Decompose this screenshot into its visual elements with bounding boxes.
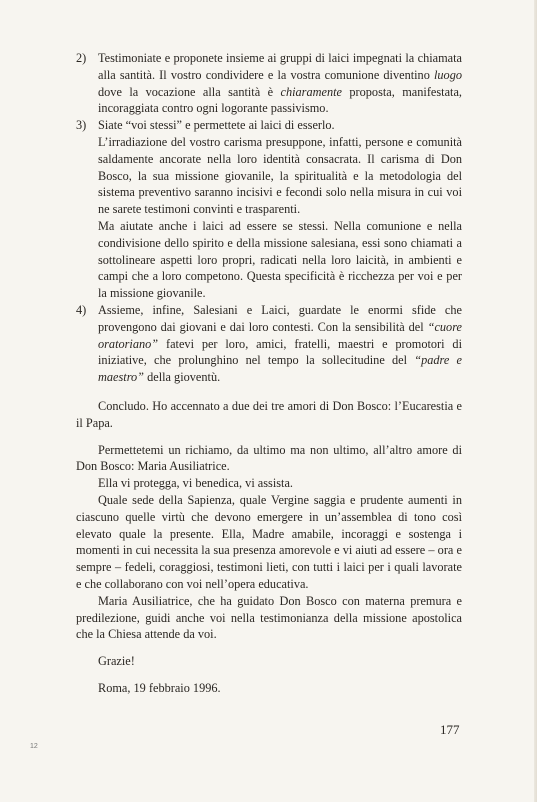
closing-paragraph: Permettetemi un richiamo, da ultimo ma non ultimo, all’altro amore di Don Bosco: Maria Ausiliatrice. — [76, 442, 462, 474]
list-item — [76, 302, 462, 386]
closing-paragraph: Ella vi protegga, vi benedica, vi assista. — [98, 476, 293, 491]
text-run: della gioventù. — [144, 370, 221, 385]
paragraph-spacer — [76, 386, 462, 398]
text-run: Assieme, infine, Salesiani e Laici, guardate le enormi sfide che provengono dai giovani e dai loro contesti. Con la sensibilità del — [98, 302, 462, 334]
closing-paragraph: Maria Ausiliatrice, che ha guidato Don Bosco con materna premura e predilezione, guidi anche voi nella testimonianza della missione apostolica che la Chiesa attende da voi. — [76, 593, 462, 642]
paragraph-spacer — [76, 432, 462, 442]
paragraph-spacer — [76, 643, 462, 653]
page-content — [76, 50, 462, 697]
text-run: proposta, manifestata, incoraggiata contro ogni logorante passivismo. — [98, 84, 462, 116]
italic-text: chiaramente — [280, 84, 342, 99]
list-item-paragraph — [98, 134, 462, 218]
text-run: Siate “voi stessi” e permettete ai laici di esserlo. — [98, 118, 335, 133]
closing-section — [76, 386, 462, 697]
text-run: dove la vocazione alla santità è — [98, 84, 281, 99]
list-item — [76, 50, 462, 117]
margin-mark: 12 — [30, 743, 38, 750]
list-item-paragraph — [98, 218, 462, 302]
numbered-list — [76, 50, 462, 386]
italic-text: “cuore oratoriano” — [98, 319, 462, 351]
list-item-number: 2) — [76, 51, 87, 65]
text-run: Ma aiutate anche i laici ad essere se stessi. Nella comunione e nella condivisione dello spirito e della missione salesiana, essi sono chiamati a sottolineare aspetti loro propri, radicati nella loro laicità, in ambienti e campi che a loro competono. Questa specificità è ricchezza per voi e per la missione giovanile. — [98, 218, 462, 301]
paragraph-spacer — [76, 670, 462, 680]
page-number: 177 — [440, 722, 460, 737]
closing-paragraph: Quale sede della Sapienza, quale Vergine saggia e prudente aumenti in ciascuno quelle virtù che devono emergere in un’assemblea di tono così elevato quale la presente. Ella, Madre amabile, incoraggi e sostenga i momenti in cui necessita la sua presenza amorevole e vi aiuti ad essere – ora e sempre – fedeli, coraggiosi, testimoni lieti, con tutti i laici per i quali lavorate e che collaborano con voi nell’opera educativa. — [76, 492, 462, 591]
list-item-number: 3) — [76, 118, 87, 133]
text-run: fatevi per loro, amici, fratelli, maestri e promotori di iniziative, che prolunghino nel tempo la sollecitudine del — [98, 336, 462, 368]
text-run: Testimoniate e proponete insieme ai gruppi di laici impegnati la chiamata alla santità. Il vostro condividere e la vostra comunione diventino — [98, 51, 462, 82]
list-item-paragraph — [98, 302, 462, 386]
text-run: L’irradiazione del vostro carisma presuppone, infatti, persone e comunità saldamente ancorate nella loro identità consacrata. Il carisma di Don Bosco, la sua missione giovanile, la spiritualità e la metodologia del sistema preventivo saranno incisivi e fecondi solo nella misura in cui voi ne sarete testimoni convinti e trasparenti. — [98, 134, 462, 217]
list-item-paragraph — [98, 50, 462, 117]
closing-paragraph: Concludo. Ho accennato a due dei tre amori di Don Bosco: l’Eucarestia e il Papa. — [76, 398, 462, 430]
closing-paragraph: Grazie! — [98, 654, 135, 669]
italic-text: luogo — [433, 67, 462, 82]
list-item-number: 4) — [76, 302, 87, 317]
list-item — [76, 117, 462, 302]
list-item-paragraph — [98, 117, 462, 134]
italic-text: “padre e maestro” — [98, 353, 462, 385]
closing-paragraph: Roma, 19 febbraio 1996. — [98, 680, 221, 695]
